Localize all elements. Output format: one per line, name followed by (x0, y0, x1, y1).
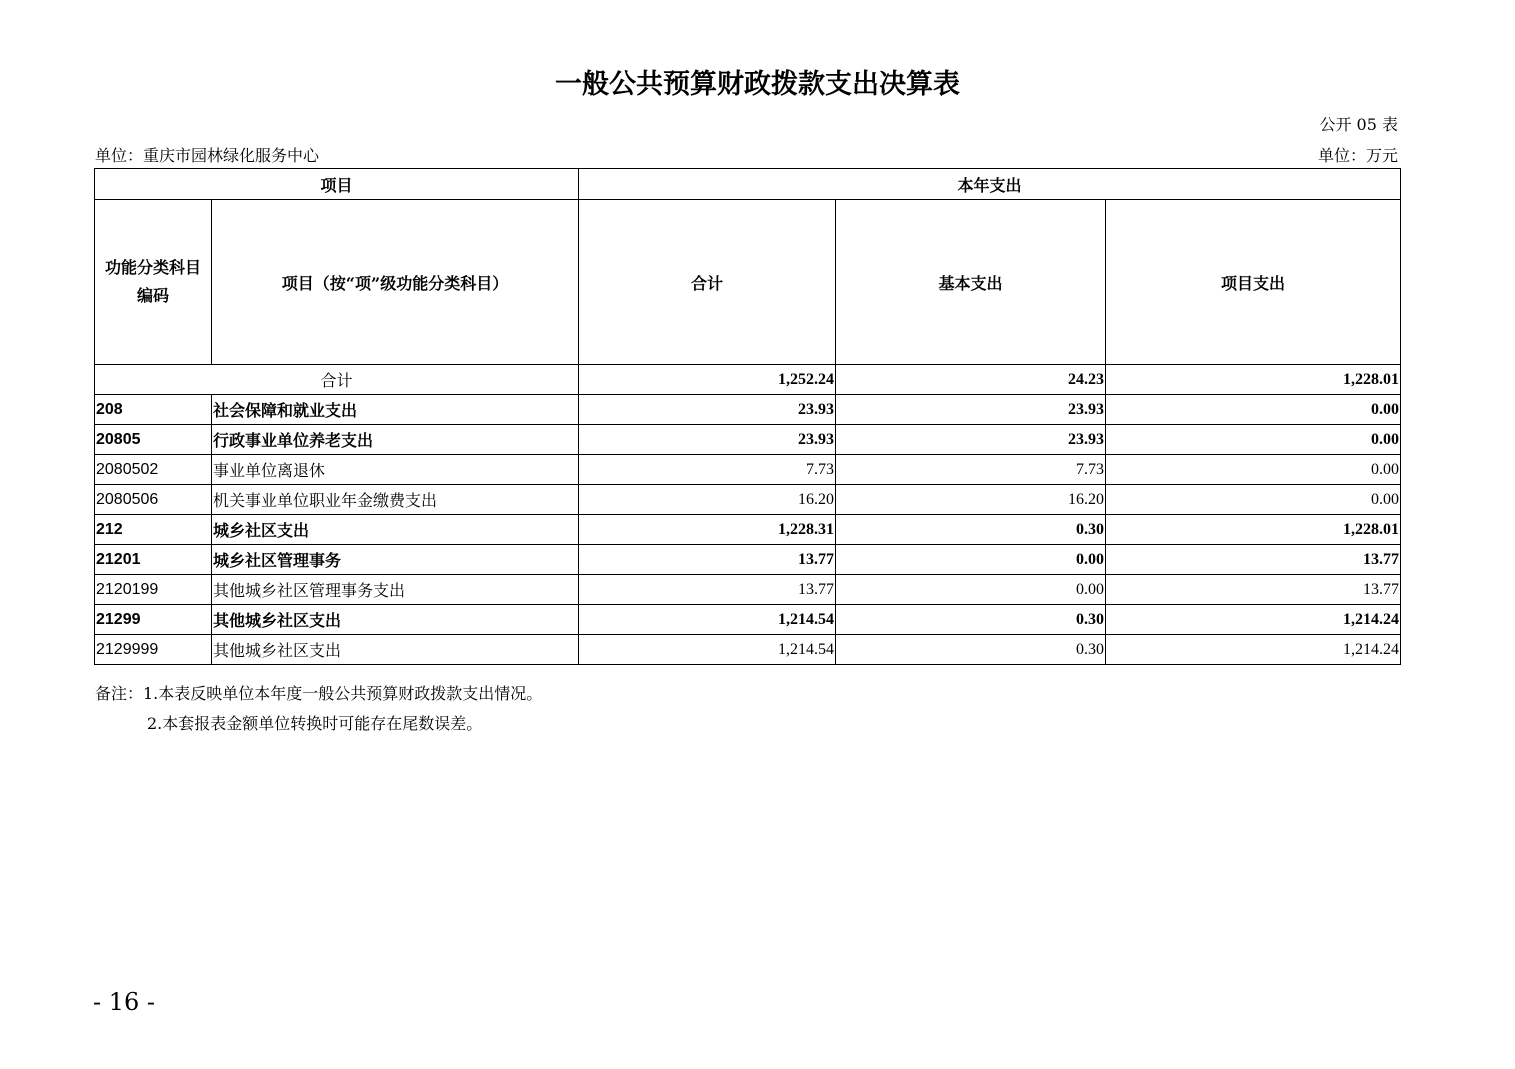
row-total: 1,214.54 (579, 635, 836, 665)
row-code: 2129999 (95, 635, 212, 665)
note-line-2: 2.本套报表金额单位转换时可能存在尾数误差。 (147, 714, 483, 733)
row-basic: 0.00 (836, 545, 1106, 575)
row-code: 2080506 (95, 485, 212, 515)
table-row (95, 425, 1401, 455)
row-basic: 7.73 (836, 455, 1106, 485)
total-row (95, 365, 1401, 395)
row-total: 1,228.31 (579, 515, 836, 545)
row-name: 城乡社区支出 (212, 515, 579, 545)
table-row (95, 635, 1401, 665)
row-name: 机关事业单位职业年金缴费支出 (212, 485, 579, 515)
header-row-1 (95, 169, 1401, 200)
table-row (95, 575, 1401, 605)
row-name: 社会保障和就业支出 (212, 395, 579, 425)
table-row (95, 605, 1401, 635)
total-label: 合计 (95, 365, 579, 395)
row-project: 0.00 (1106, 455, 1401, 485)
row-project: 0.00 (1106, 395, 1401, 425)
row-total: 1,214.54 (579, 605, 836, 635)
total-basic: 24.23 (836, 365, 1106, 395)
row-total: 7.73 (579, 455, 836, 485)
row-basic: 23.93 (836, 425, 1106, 455)
row-basic: 23.93 (836, 395, 1106, 425)
row-code: 21299 (95, 605, 212, 635)
row-project: 13.77 (1106, 575, 1401, 605)
row-name: 行政事业单位养老支出 (212, 425, 579, 455)
note-line-1: 备注：1.本表反映单位本年度一般公共预算财政拨款支出情况。 (95, 684, 543, 703)
row-total: 23.93 (579, 425, 836, 455)
header-project: 项目 (95, 169, 579, 200)
row-total: 13.77 (579, 575, 836, 605)
row-total: 23.93 (579, 395, 836, 425)
row-code: 2120199 (95, 575, 212, 605)
row-basic: 0.00 (836, 575, 1106, 605)
row-project: 1,214.24 (1106, 605, 1401, 635)
unit-currency: 单位：万元 (1317, 146, 1398, 165)
row-code: 208 (95, 395, 212, 425)
row-code: 2080502 (95, 455, 212, 485)
row-project: 1,214.24 (1106, 635, 1401, 665)
row-name: 城乡社区管理事务 (212, 545, 579, 575)
header-basic: 基本支出 (836, 200, 1106, 365)
page-title: 一般公共预算财政拨款支出决算表 (555, 69, 960, 100)
total-project: 1,228.01 (1106, 365, 1401, 395)
row-project: 0.00 (1106, 425, 1401, 455)
table-row (95, 395, 1401, 425)
row-code: 20805 (95, 425, 212, 455)
notes (95, 679, 542, 739)
total-sum: 1,252.24 (579, 365, 836, 395)
row-basic: 0.30 (836, 515, 1106, 545)
row-project: 13.77 (1106, 545, 1401, 575)
row-total: 16.20 (579, 485, 836, 515)
row-name: 事业单位离退休 (212, 455, 579, 485)
header-item: 项目（按“项”级功能分类科目） (212, 200, 579, 365)
row-code: 212 (95, 515, 212, 545)
page-number: - 16 - (93, 988, 156, 1016)
row-basic: 0.30 (836, 635, 1106, 665)
table-row (95, 515, 1401, 545)
table-row (95, 545, 1401, 575)
row-total: 13.77 (579, 545, 836, 575)
row-basic: 16.20 (836, 485, 1106, 515)
header-project-expenditure: 项目支出 (1106, 200, 1401, 365)
row-name: 其他城乡社区支出 (212, 605, 579, 635)
header-code: 功能分类科目编码 (95, 200, 212, 365)
row-project: 1,228.01 (1106, 515, 1401, 545)
row-name: 其他城乡社区支出 (212, 635, 579, 665)
unit-organization: 单位：重庆市园林绿化服务中心 (95, 146, 320, 165)
table-number: 公开 05 表 (1319, 115, 1398, 134)
row-code: 21201 (95, 545, 212, 575)
row-project: 0.00 (1106, 485, 1401, 515)
row-name: 其他城乡社区管理事务支出 (212, 575, 579, 605)
header-this-year: 本年支出 (579, 169, 1401, 200)
expenditure-table (94, 168, 1401, 665)
row-basic: 0.30 (836, 605, 1106, 635)
header-total: 合计 (579, 200, 836, 365)
table-row (95, 485, 1401, 515)
header-row-2 (95, 200, 1401, 365)
table-row (95, 455, 1401, 485)
